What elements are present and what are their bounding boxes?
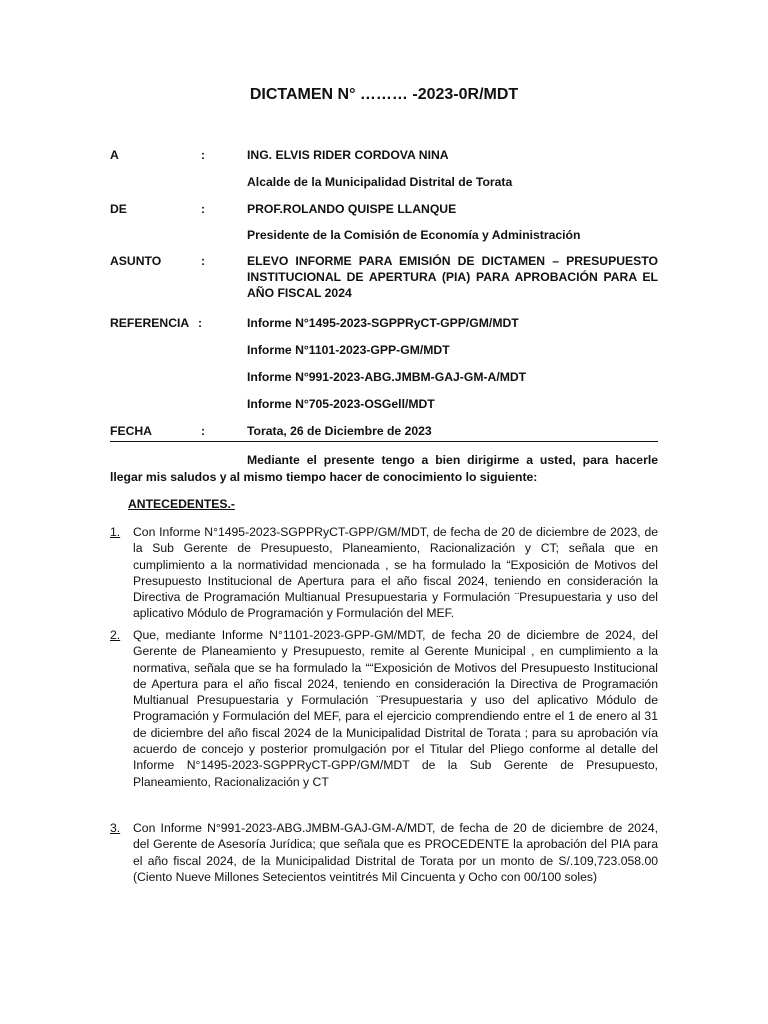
ref-item: Informe N°1101-2023-GPP-GM/MDT: [247, 343, 450, 357]
list-item-text: Con Informe N°991-2023-ABG.JMBM-GAJ-GM-A/MDT, de fecha de 20 de diciembre de 2024, del Gerente de Asesoría Jurídica; que señala que es PROCEDENTE la aprobación del PIA para el año fiscal 2024, de la Municipalidad Distrital de Torata por un monto de S/.109,723.058.00 (Ciento Nueve Millones Setecientos veintitrés Mil Cincuenta y Ocho con 00/100 soles): [133, 821, 658, 884]
to-colon: :: [201, 148, 206, 162]
document-title: DICTAMEN N° ……… -2023-0R/MDT: [249, 86, 519, 103]
from-label: DE: [110, 202, 127, 216]
subject-text: ELEVO INFORME PARA EMISIÓN DE DICTAMEN – PRESUPUESTO INSTITUCIONAL DE APERTURA (PIA) PARA APROBACIÓN PARA EL AÑO FISCAL 2024: [247, 254, 658, 300]
from-name: PROF.ROLANDO QUISPE LLANQUE: [247, 202, 457, 216]
ref-colon: :: [198, 316, 203, 330]
list-item-number: 3.: [110, 821, 121, 835]
to-role: Alcalde de la Municipalidad Distrital de Torata: [247, 175, 513, 189]
list-item-number: 1.: [110, 525, 121, 539]
ref-item: Informe N°1495-2023-SGPPRyCT-GPP/GM/MDT: [247, 316, 519, 330]
ref-label: REFERENCIA: [110, 316, 190, 330]
subject-colon: :: [201, 254, 206, 268]
intro-paragraph: Mediante el presente tengo a bien dirigirme a usted, para hacerle llegar mis saludos y al mismo tiempo hacer de conocimiento lo siguiente:: [110, 453, 658, 484]
from-colon: :: [201, 202, 206, 216]
to-name: ING. ELVIS RIDER CORDOVA NINA: [247, 148, 449, 162]
ref-item: Informe N°705-2023-OSGell/MDT: [247, 397, 435, 411]
date-colon: :: [201, 424, 206, 438]
subject-label: ASUNTO: [110, 254, 162, 268]
section-title-antecedentes: ANTECEDENTES.-: [128, 497, 235, 511]
to-label: A: [110, 148, 119, 162]
list-item-number: 2.: [110, 628, 121, 642]
date-label: FECHA: [110, 424, 152, 438]
list-item-text: Con Informe N°1495-2023-SGPPRyCT-GPP/GM/MDT, de fecha de 20 de diciembre de 2023, de la Sub Gerente de Presupuesto, Planeamiento, Racionalización y CT; señala que en cumplimiento a la normatividad mencionada , se ha formulado la “Exposición de Motivos del Presupuesto Institucional de Apertura para el año fiscal 2024, teniendo en consideración la Directiva de Programación Multianual Presupuestaria y Formulación ¨Presupuestaria y uso del aplicativo Módulo de Programación y Formulación del MEF.: [133, 525, 658, 621]
from-role: Presidente de la Comisión de Economía y Administración: [247, 228, 581, 242]
ref-item: Informe N°991-2023-ABG.JMBM-GAJ-GM-A/MDT: [247, 370, 527, 384]
date-text: Torata, 26 de Diciembre de 2023: [247, 424, 432, 438]
list-item-text: Que, mediante Informe N°1101-2023-GPP-GM/MDT, de fecha 20 de diciembre de 2024, del Gerente de Planeamiento y Presupuesto, remite al Gerente Municipal , en cumplimiento a la normativa, señala que se ha formulado la ““Exposición de Motivos del Presupuesto Institucional de Apertura para el año fiscal 2024, teniendo en consideración la Directiva de Programación Multianual Presupuestaria y Formulación ¨Presupuestaria y uso del aplicativo Módulo de Programación y Formulación del MEF, para el ejercicio comprendiendo entre el 1 de enero al 31 de diciembre del año fiscal 2024 de la Municipalidad Distrital de Torata ; para su aprobación vía acuerdo de concejo y posterior promulgación por el Titular del Pliego conforme al detalle del Informe N°1495-2023-SGPPRyCT-GPP/GM/MDT de la Sub Gerente de Presupuesto, Planeamiento, Racionalización y CT: [133, 628, 658, 789]
header-divider: [110, 441, 658, 442]
